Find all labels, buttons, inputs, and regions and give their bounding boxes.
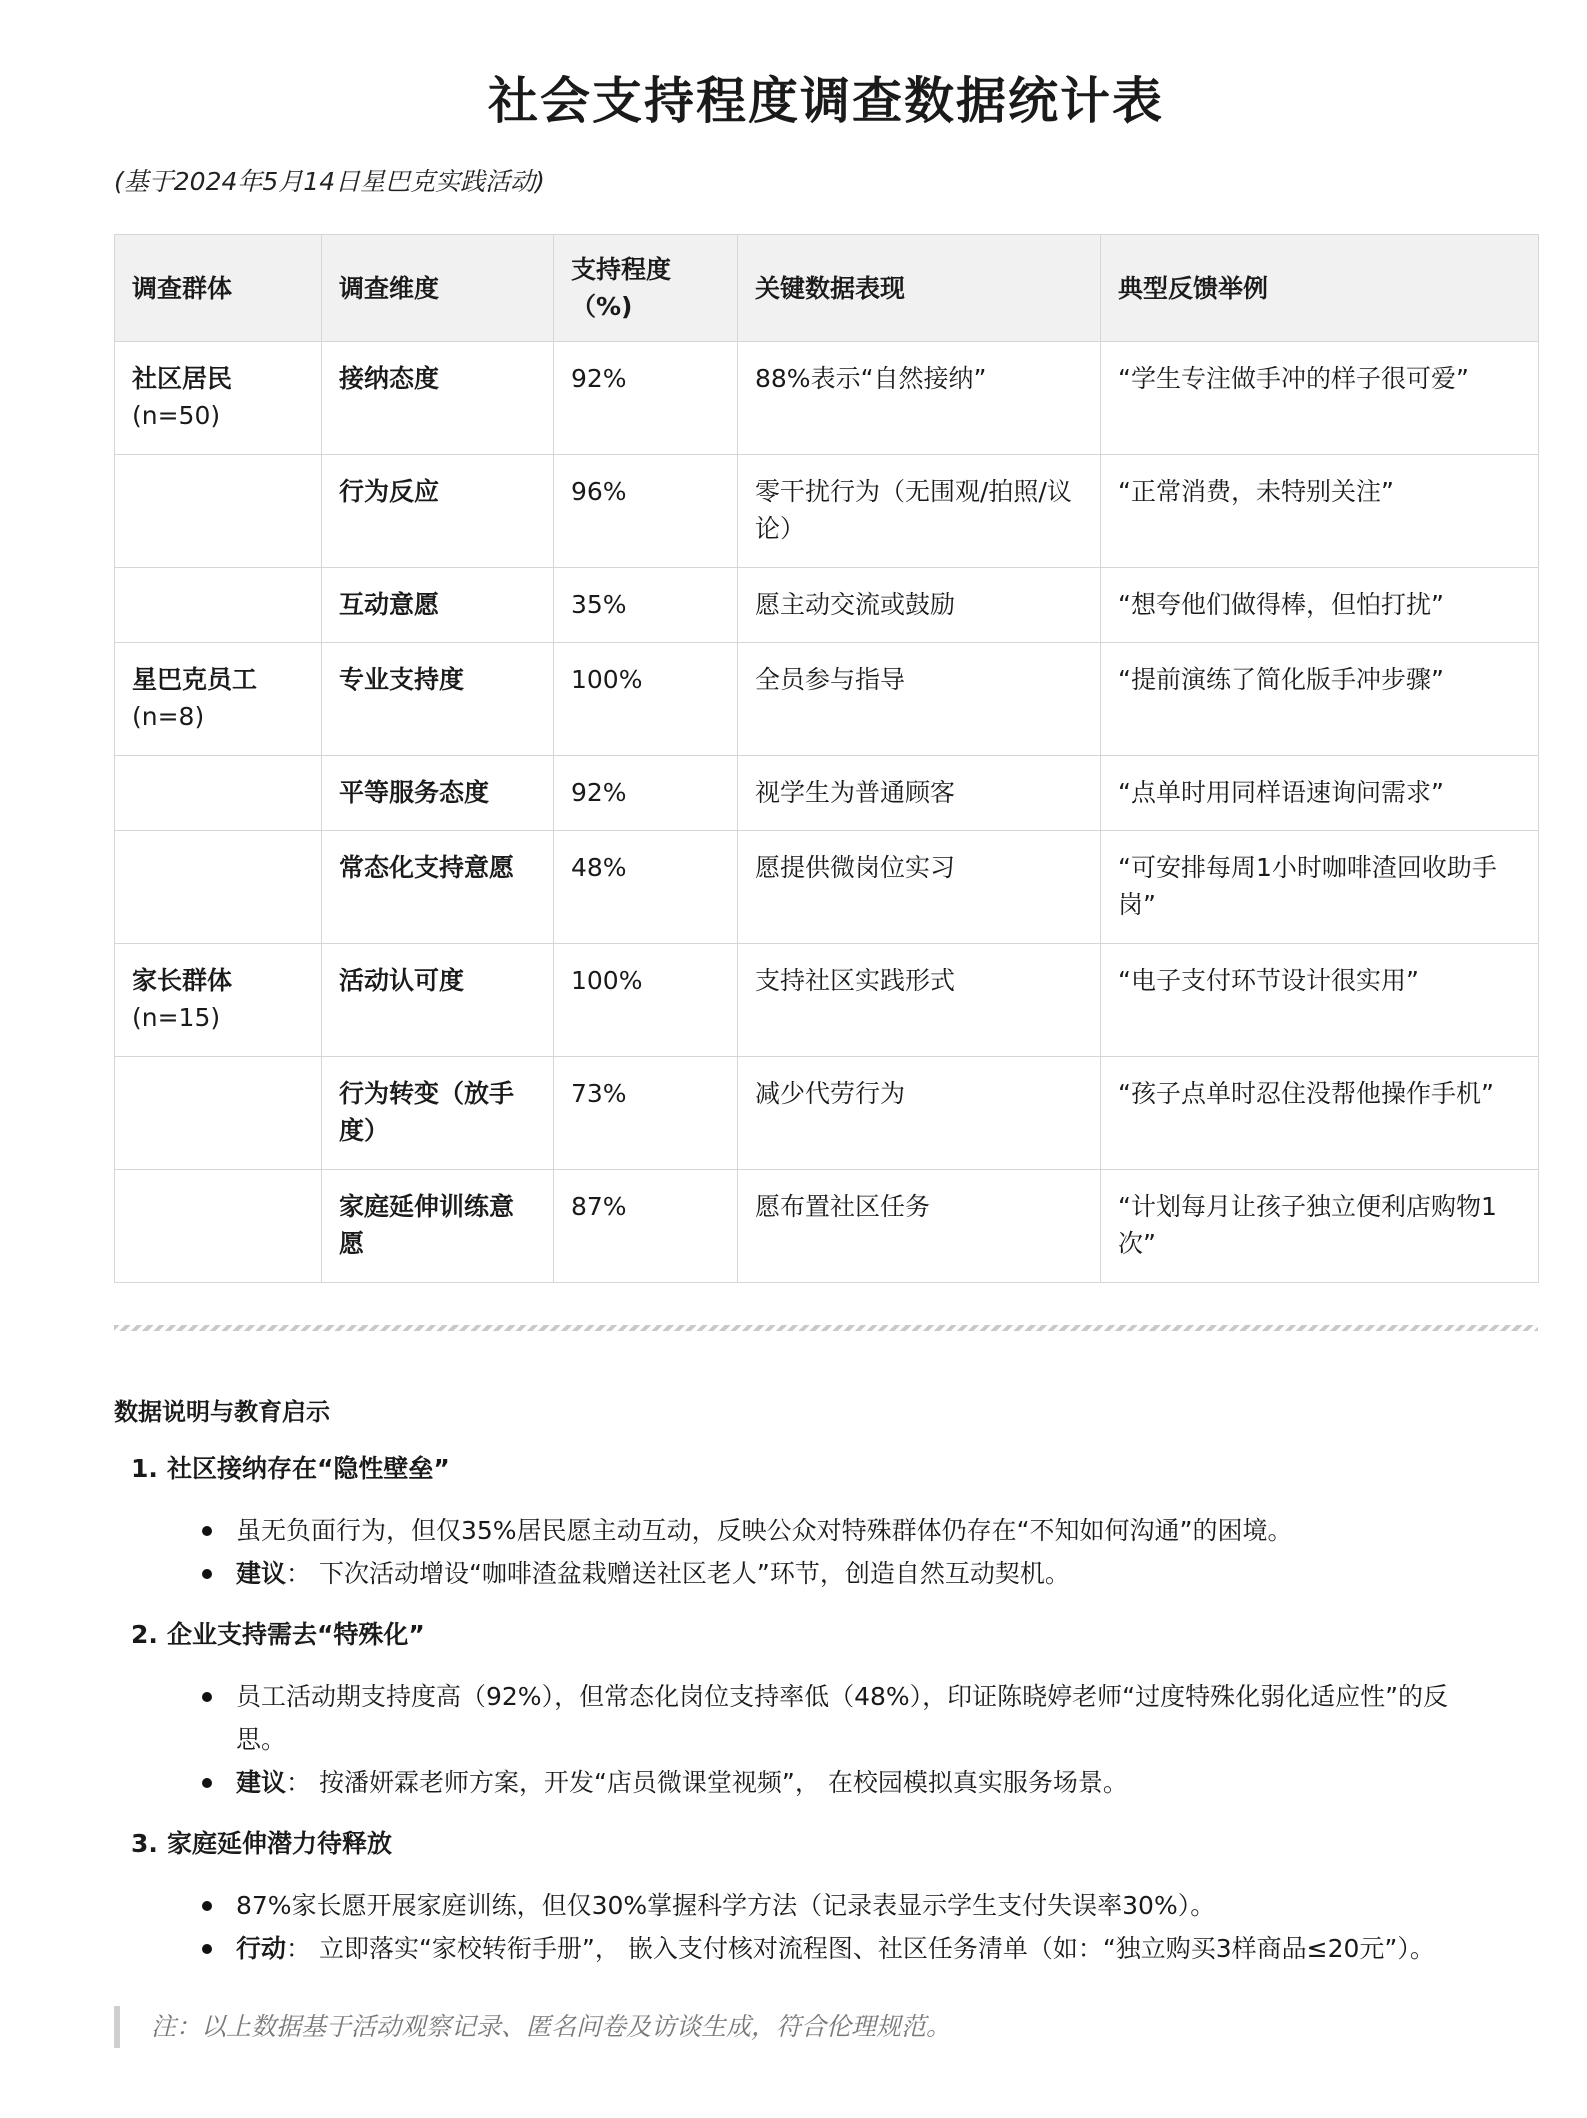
bullet-item: [195, 1675, 1538, 1761]
table-row: [115, 944, 1539, 1057]
cell-feedback: “计划每月让孩子独立便利店购物1次”: [1101, 1170, 1539, 1283]
cell-dimension: 接纳态度: [322, 342, 554, 455]
cell-dimension: 活动认可度: [322, 944, 554, 1057]
table-row: [115, 756, 1539, 831]
cell-dimension: 行为反应: [322, 455, 554, 568]
bullet-list: [131, 1509, 1538, 1595]
table-row: [115, 342, 1539, 455]
bullet-text: ： 立即落实“家校转衔手册”， 嵌入支付核对流程图、社区任务清单（如：“独立购买3样商品≤20元”）。: [286, 1934, 1435, 1963]
insight-heading-text: 家庭延伸潜力待释放: [167, 1829, 393, 1858]
cell-dimension: 行为转变（放手度）: [322, 1057, 554, 1170]
cell-support: 92%: [554, 342, 738, 455]
cell-key-data: 支持社区实践形式: [738, 944, 1101, 1057]
cell-dimension: 互动意愿: [322, 568, 554, 643]
col-header-feedback: 典型反馈举例: [1101, 235, 1539, 342]
cell-support: 100%: [554, 944, 738, 1057]
table-row: [115, 568, 1539, 643]
dashed-divider: [114, 1325, 1538, 1331]
cell-feedback: “学生专注做手冲的样子很可爱”: [1101, 342, 1539, 455]
col-header-group: 调查群体: [115, 235, 322, 342]
cell-group: [115, 455, 322, 568]
insight-item: [131, 1826, 1538, 1970]
bullet-list: [131, 1675, 1538, 1804]
insight-heading-text: 社区接纳存在“隐性壁垒”: [167, 1454, 450, 1483]
bullet-item: [195, 1927, 1538, 1970]
table-row: [115, 831, 1539, 944]
group-name: 社区居民: [132, 364, 233, 393]
cell-feedback: “点单时用同样语速询问需求”: [1101, 756, 1539, 831]
group-name: 家长群体: [132, 966, 233, 995]
cell-group: [115, 342, 322, 455]
table-row: [115, 1170, 1539, 1283]
cell-dimension: 平等服务态度: [322, 756, 554, 831]
cell-key-data: 零干扰行为（无围观/拍照/议论）: [738, 455, 1101, 568]
cell-feedback: “孩子点单时忍住没帮他操作手机”: [1101, 1057, 1539, 1170]
cell-feedback: “正常消费，未特别关注”: [1101, 455, 1539, 568]
cell-group: [115, 568, 322, 643]
cell-support: 96%: [554, 455, 738, 568]
cell-group: [115, 831, 322, 944]
bullet-text: 员工活动期支持度高（92%），但常态化岗位支持率低（48%），印证陈晓婷老师“过度特殊化弱化适应性”的反 思。: [236, 1682, 1449, 1754]
insight-item: [131, 1617, 1538, 1804]
col-header-support: 支持程度（%): [554, 235, 738, 342]
cell-key-data: 视学生为普通顾客: [738, 756, 1101, 831]
cell-support: 100%: [554, 643, 738, 756]
cell-support: 48%: [554, 831, 738, 944]
cell-key-data: 愿提供微岗位实习: [738, 831, 1101, 944]
section-title: 数据说明与教育启示: [114, 1398, 330, 1426]
group-sample-size: (n=50): [132, 401, 221, 430]
table-row: [115, 1057, 1539, 1170]
survey-table: [114, 234, 1539, 1283]
bullet-keyword: 行动: [236, 1934, 287, 1963]
bullet-item: [195, 1884, 1538, 1927]
cell-group: [115, 643, 322, 756]
insight-heading: [131, 1617, 1538, 1653]
table-header-row: [115, 235, 1539, 342]
cell-group: [115, 756, 322, 831]
insight-item: [131, 1451, 1538, 1595]
col-header-dimension: 调查维度: [322, 235, 554, 342]
cell-dimension: 专业支持度: [322, 643, 554, 756]
cell-dimension: 常态化支持意愿: [322, 831, 554, 944]
cell-feedback: “提前演练了简化版手冲步骤”: [1101, 643, 1539, 756]
cell-key-data: 88%表示“自然接纳”: [738, 342, 1101, 455]
insight-number: 1.: [131, 1454, 158, 1483]
bullet-text: ： 按潘妍霖老师方案，开发“店员微课堂视频”， 在校园模拟真实服务场景。: [286, 1768, 1128, 1797]
cell-feedback: “可安排每周1小时咖啡渣回收助手岗”: [1101, 831, 1539, 944]
bullet-list: [131, 1884, 1538, 1970]
insight-number: 2.: [131, 1620, 158, 1649]
footnote: 注：以上数据基于活动观察记录、匿名问卷及访谈生成，符合伦理规范。: [114, 2006, 1538, 2048]
insight-number: 3.: [131, 1829, 158, 1858]
bullet-keyword: 建议: [236, 1768, 287, 1797]
cell-key-data: 愿主动交流或鼓励: [738, 568, 1101, 643]
cell-key-data: 全员参与指导: [738, 643, 1101, 756]
insight-heading-text: 企业支持需去“特殊化”: [167, 1620, 425, 1649]
bullet-item: [195, 1552, 1538, 1595]
page: [114, 0, 1538, 2048]
bullet-text: 虽无负面行为，但仅35%居民愿主动互动，反映公众对特殊群体仍存在“不知如何沟通”的困境。: [236, 1516, 1293, 1545]
cell-group: [115, 1057, 322, 1170]
cell-dimension: 家庭延伸训练意愿: [322, 1170, 554, 1283]
page-subtitle: (基于2024年5月14日星巴克实践活动): [114, 167, 545, 196]
table-row: [115, 455, 1539, 568]
group-sample-size: (n=15): [132, 1003, 221, 1032]
cell-support: 92%: [554, 756, 738, 831]
cell-support: 87%: [554, 1170, 738, 1283]
cell-feedback: “电子支付环节设计很实用”: [1101, 944, 1539, 1057]
cell-feedback: “想夸他们做得棒，但怕打扰”: [1101, 568, 1539, 643]
bullet-text: 87%家长愿开展家庭训练，但仅30%掌握科学方法（记录表显示学生支付失误率30%）。: [236, 1891, 1216, 1920]
cell-support: 35%: [554, 568, 738, 643]
group-name: 星巴克员工: [132, 665, 258, 694]
col-header-key-data: 关键数据表现: [738, 235, 1101, 342]
cell-group: [115, 1170, 322, 1283]
group-sample-size: (n=8): [132, 702, 205, 731]
insight-list: [114, 1451, 1538, 1970]
bullet-keyword: 建议: [236, 1559, 287, 1588]
cell-group: [115, 944, 322, 1057]
bullet-text: ： 下次活动增设“咖啡渣盆栽赠送社区老人”环节，创造自然互动契机。: [286, 1559, 1070, 1588]
table-row: [115, 643, 1539, 756]
bullet-item: [195, 1509, 1538, 1552]
bullet-item: [195, 1761, 1538, 1804]
insight-heading: [131, 1826, 1538, 1862]
cell-support: 73%: [554, 1057, 738, 1170]
insight-heading: [131, 1451, 1538, 1487]
table-body: [115, 342, 1539, 1283]
page-title: 社会支持程度调查数据统计表: [488, 72, 1164, 130]
cell-key-data: 愿布置社区任务: [738, 1170, 1101, 1283]
cell-key-data: 减少代劳行为: [738, 1057, 1101, 1170]
